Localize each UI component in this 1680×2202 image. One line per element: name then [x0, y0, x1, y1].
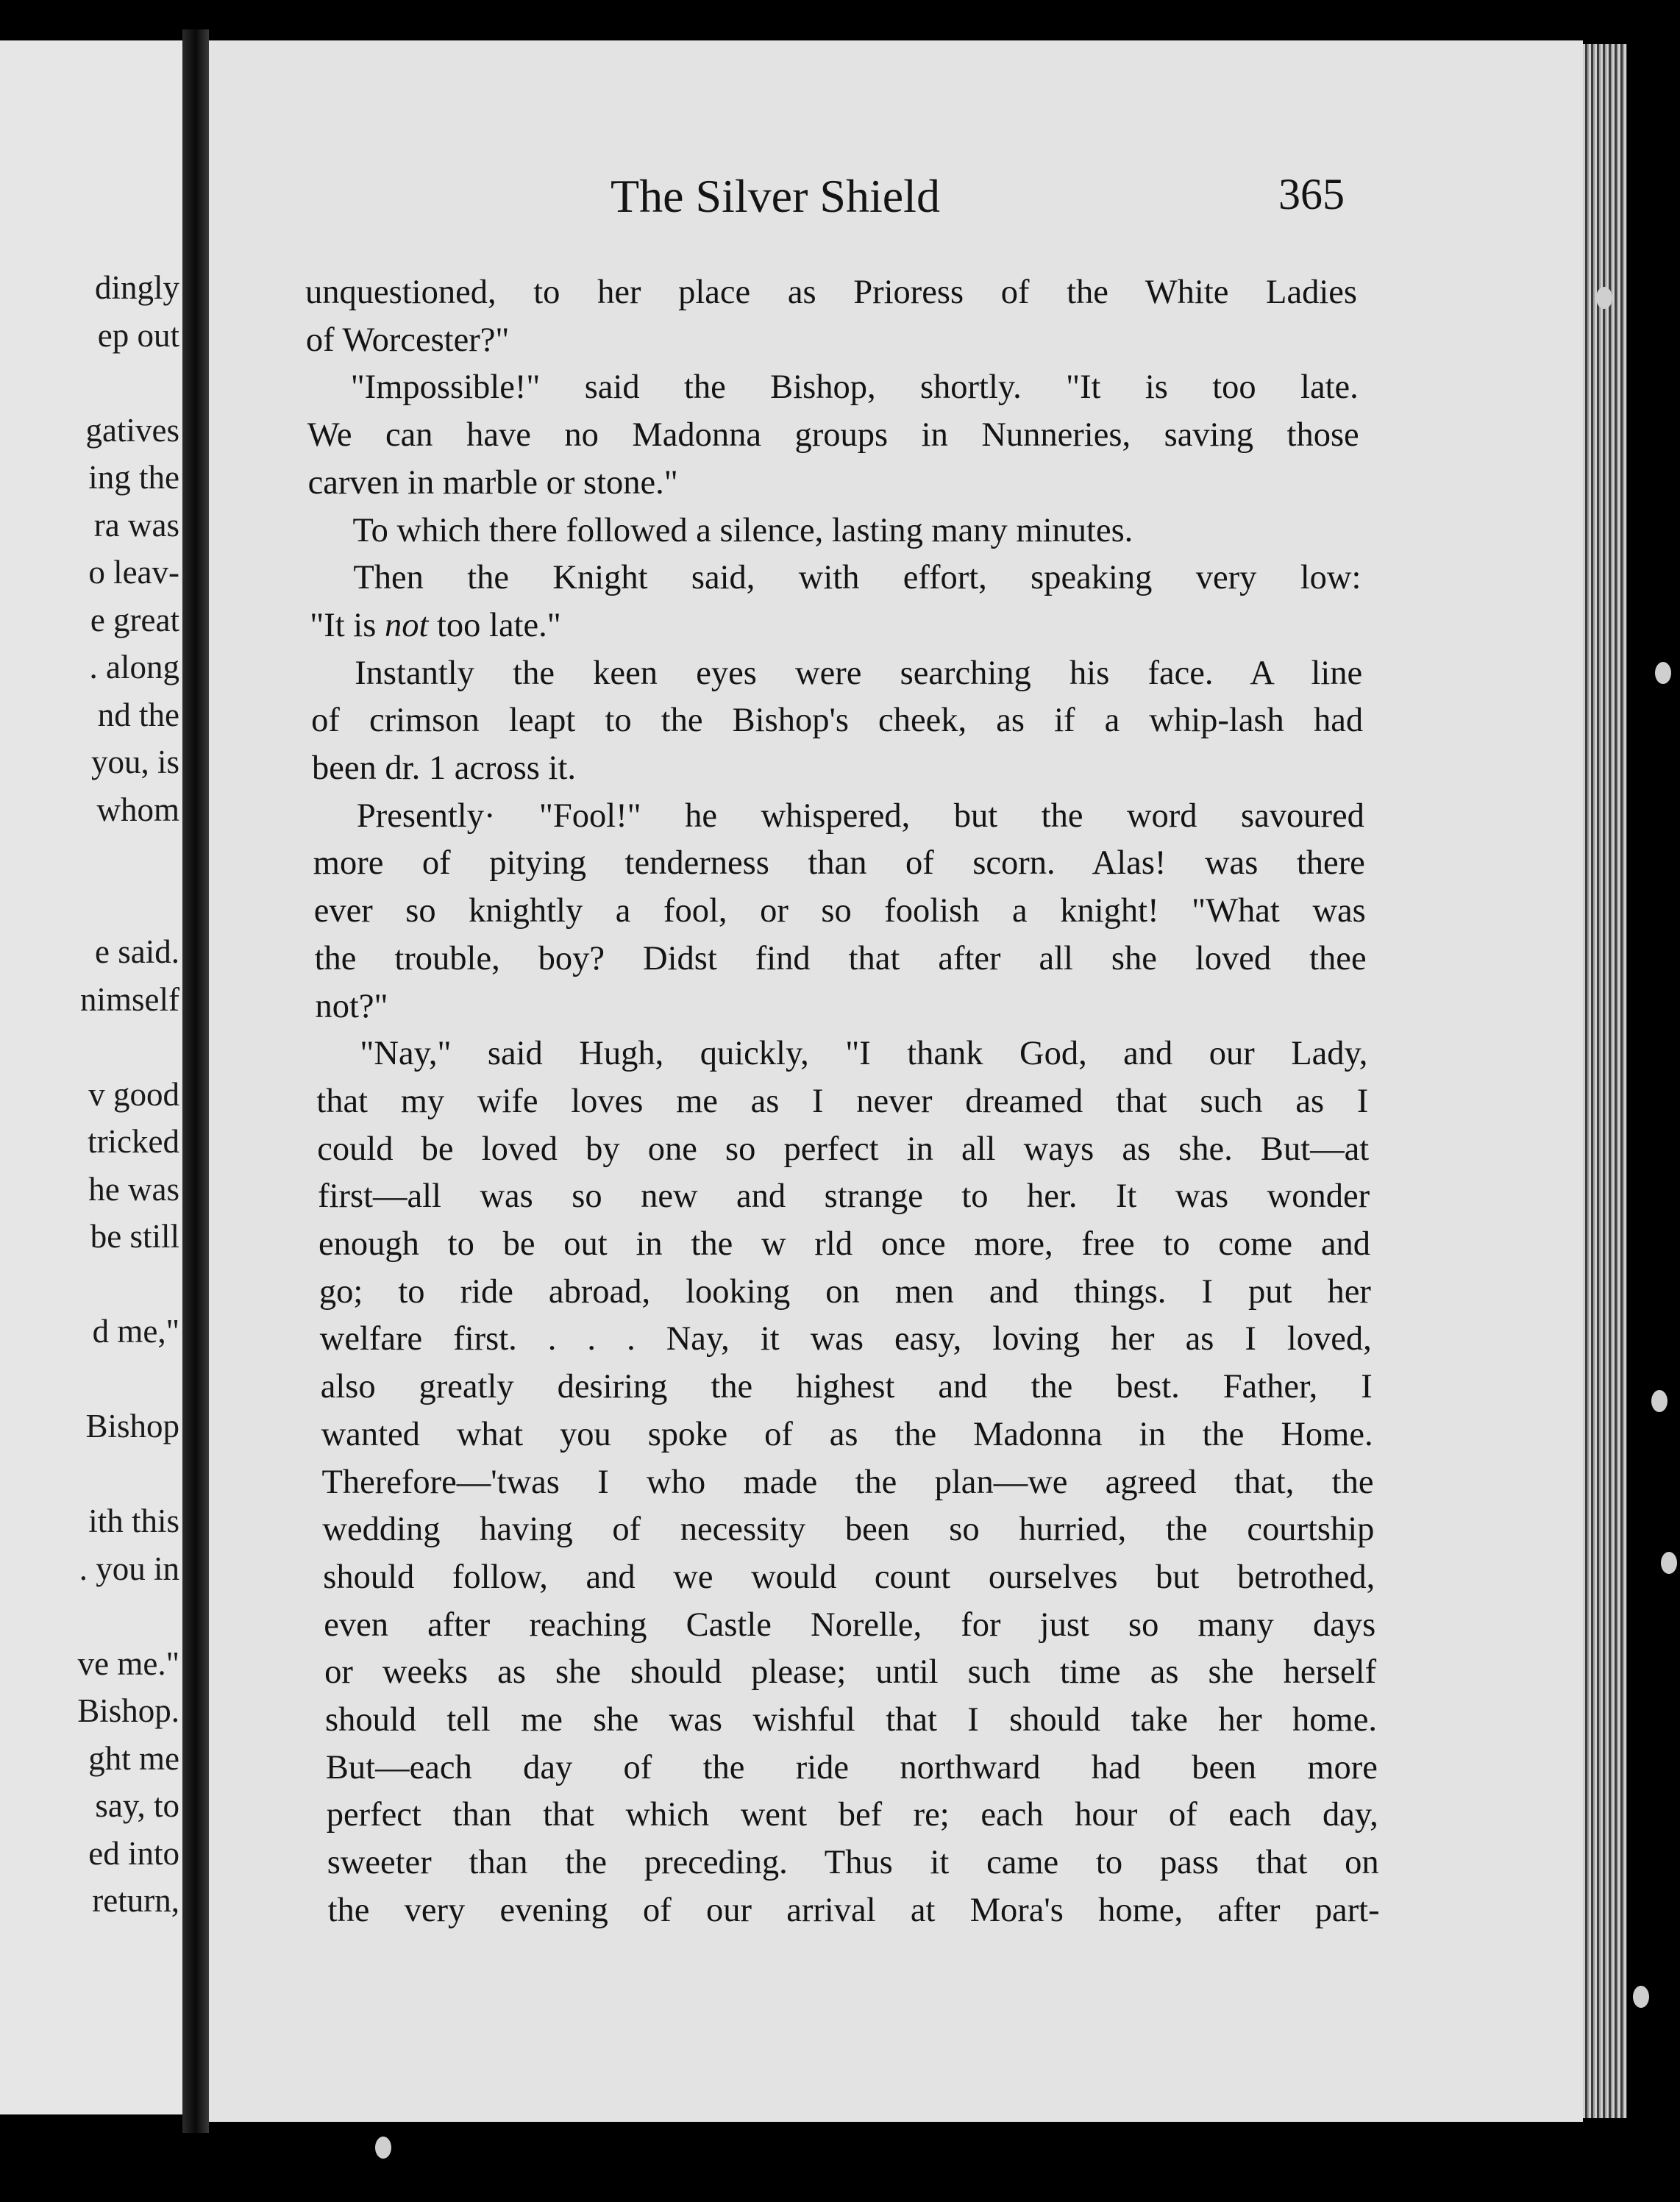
left-page-line: ght me: [88, 1739, 179, 1777]
left-page-line: e great: [90, 601, 179, 638]
body-line: "Impossible!" said the Bishop, shortly. "It is too late.: [350, 368, 1359, 407]
body-line: Then the Knight said, with effort, speaking very low:: [353, 559, 1362, 597]
left-page-line: Bishop: [85, 1408, 179, 1444]
left-page-line: you, is: [90, 744, 179, 780]
page-number: 365: [1278, 170, 1345, 218]
left-page-line: Bishop.: [77, 1692, 179, 1729]
left-page-line: ra was: [93, 506, 179, 544]
body-line: We can have no Madonna groups in Nunneries, saving those: [307, 416, 1359, 455]
left-page-line: v good: [88, 1075, 179, 1113]
body-line: Instantly the keen eyes were searching his face. A line: [355, 654, 1363, 692]
body-line: "It is not too late.": [310, 606, 561, 644]
left-page-line: say, to: [95, 1787, 179, 1824]
page-edges: [1583, 44, 1627, 2118]
scan-speck: [1655, 662, 1671, 684]
left-page-line: ith this: [88, 1503, 179, 1539]
body-line: could be loved by one so perfect in all ways as she. But—at: [317, 1130, 1370, 1168]
body-line: enough to be out in the w rld once more, free to come and: [318, 1225, 1370, 1263]
body-line: also greatly desiring the highest and the best. Father, I: [320, 1368, 1373, 1406]
body-line: welfare first. . . . Nay, it was easy, loving her as I loved,: [319, 1320, 1372, 1358]
body-line: of crimson leapt to the Bishop's cheek, as if a whip-lash had: [311, 702, 1364, 740]
body-line: more of pitying tenderness than of scorn. Alas! was there: [313, 844, 1365, 883]
body-line: ever so knightly a fool, or so foolish a knight! "What was: [313, 892, 1366, 930]
left-page-line: he was: [88, 1170, 179, 1208]
body-line: of Worcester?": [305, 321, 510, 359]
body-line: unquestioned, to her place as Prioress of the White Ladies: [305, 274, 1357, 311]
running-title: The Silver Shield: [611, 170, 940, 222]
scan-speck: [1661, 1552, 1677, 1574]
body-line: wanted what you spoke of as the Madonna in the Home.: [321, 1415, 1373, 1453]
body-line: "Nay," said Hugh, quickly, "I thank God, and our Lady,: [360, 1035, 1368, 1073]
body-line: first—all was so new and strange to her. It was wonder: [318, 1177, 1370, 1216]
left-page-line: ing the: [88, 459, 179, 496]
body-line: But—each day of the ride northward had been more: [325, 1748, 1378, 1786]
body-line: wedding having of necessity been so hurried, the courtship: [322, 1511, 1375, 1549]
body-line: Presently· "Fool!" he whispered, but the word savoured: [356, 797, 1364, 835]
scan-speck: [1633, 1986, 1649, 2008]
left-page-line: e said.: [95, 933, 179, 970]
body-line: that my wife loves me as I never dreamed that such as I: [316, 1082, 1369, 1120]
body-line: To which there followed a silence, lasting many minutes.: [352, 511, 1133, 549]
book-gutter: [182, 29, 209, 2133]
body-line: Therefore—'twas I who made the plan—we agreed that, the: [321, 1463, 1374, 1501]
left-page-line: dingly: [94, 269, 179, 306]
left-page-line: nd the: [97, 696, 179, 733]
left-page-line: d me,": [92, 1313, 179, 1350]
left-page-line: ve me.": [77, 1645, 179, 1682]
left-page-line: return,: [92, 1882, 179, 1919]
emphasis: not: [384, 606, 429, 644]
left-page-line: ed into: [88, 1834, 179, 1872]
body-line: even after reaching Castle Norelle, for just so many days: [324, 1606, 1376, 1644]
scan-speck: [375, 2137, 391, 2159]
left-page-line: . along: [89, 649, 179, 685]
left-page-line: tricked: [88, 1123, 179, 1160]
body-line: go; to ride abroad, looking on men and things. I put her: [318, 1272, 1371, 1311]
body-line: the very evening of our arrival at Mora's home, after part-: [327, 1891, 1380, 1929]
left-page-line: o leav-: [88, 554, 179, 591]
left-page-line: ep out: [97, 316, 179, 354]
left-page-line: nimself: [80, 980, 179, 1018]
left-page-line: gatives: [85, 411, 179, 449]
body-line: or weeks as she should please; until such time as she herself: [324, 1653, 1377, 1692]
left-page-line: be still: [90, 1218, 179, 1255]
scan-speck: [1596, 287, 1612, 309]
body-line: perfect than that which went bef re; each hour of each day,: [326, 1796, 1378, 1834]
body-line: been dr. 1 across it.: [312, 749, 576, 787]
body-line: not?": [315, 987, 388, 1025]
body-line: the trouble, boy? Didst find that after all she loved thee: [314, 939, 1367, 977]
left-page-fragment: [0, 40, 182, 2114]
body-line: should tell me she was wishful that I should take her home.: [325, 1701, 1377, 1739]
scan-speck: [1651, 1390, 1667, 1412]
left-page-line: whom: [96, 791, 179, 828]
body-line: carven in marble or stone.": [307, 463, 678, 502]
left-page-line: . you in: [79, 1550, 179, 1587]
body-line: should follow, and we would count ourselves but betrothed,: [323, 1558, 1375, 1596]
body-line: sweeter than the preceding. Thus it came to pass that on: [327, 1844, 1379, 1882]
